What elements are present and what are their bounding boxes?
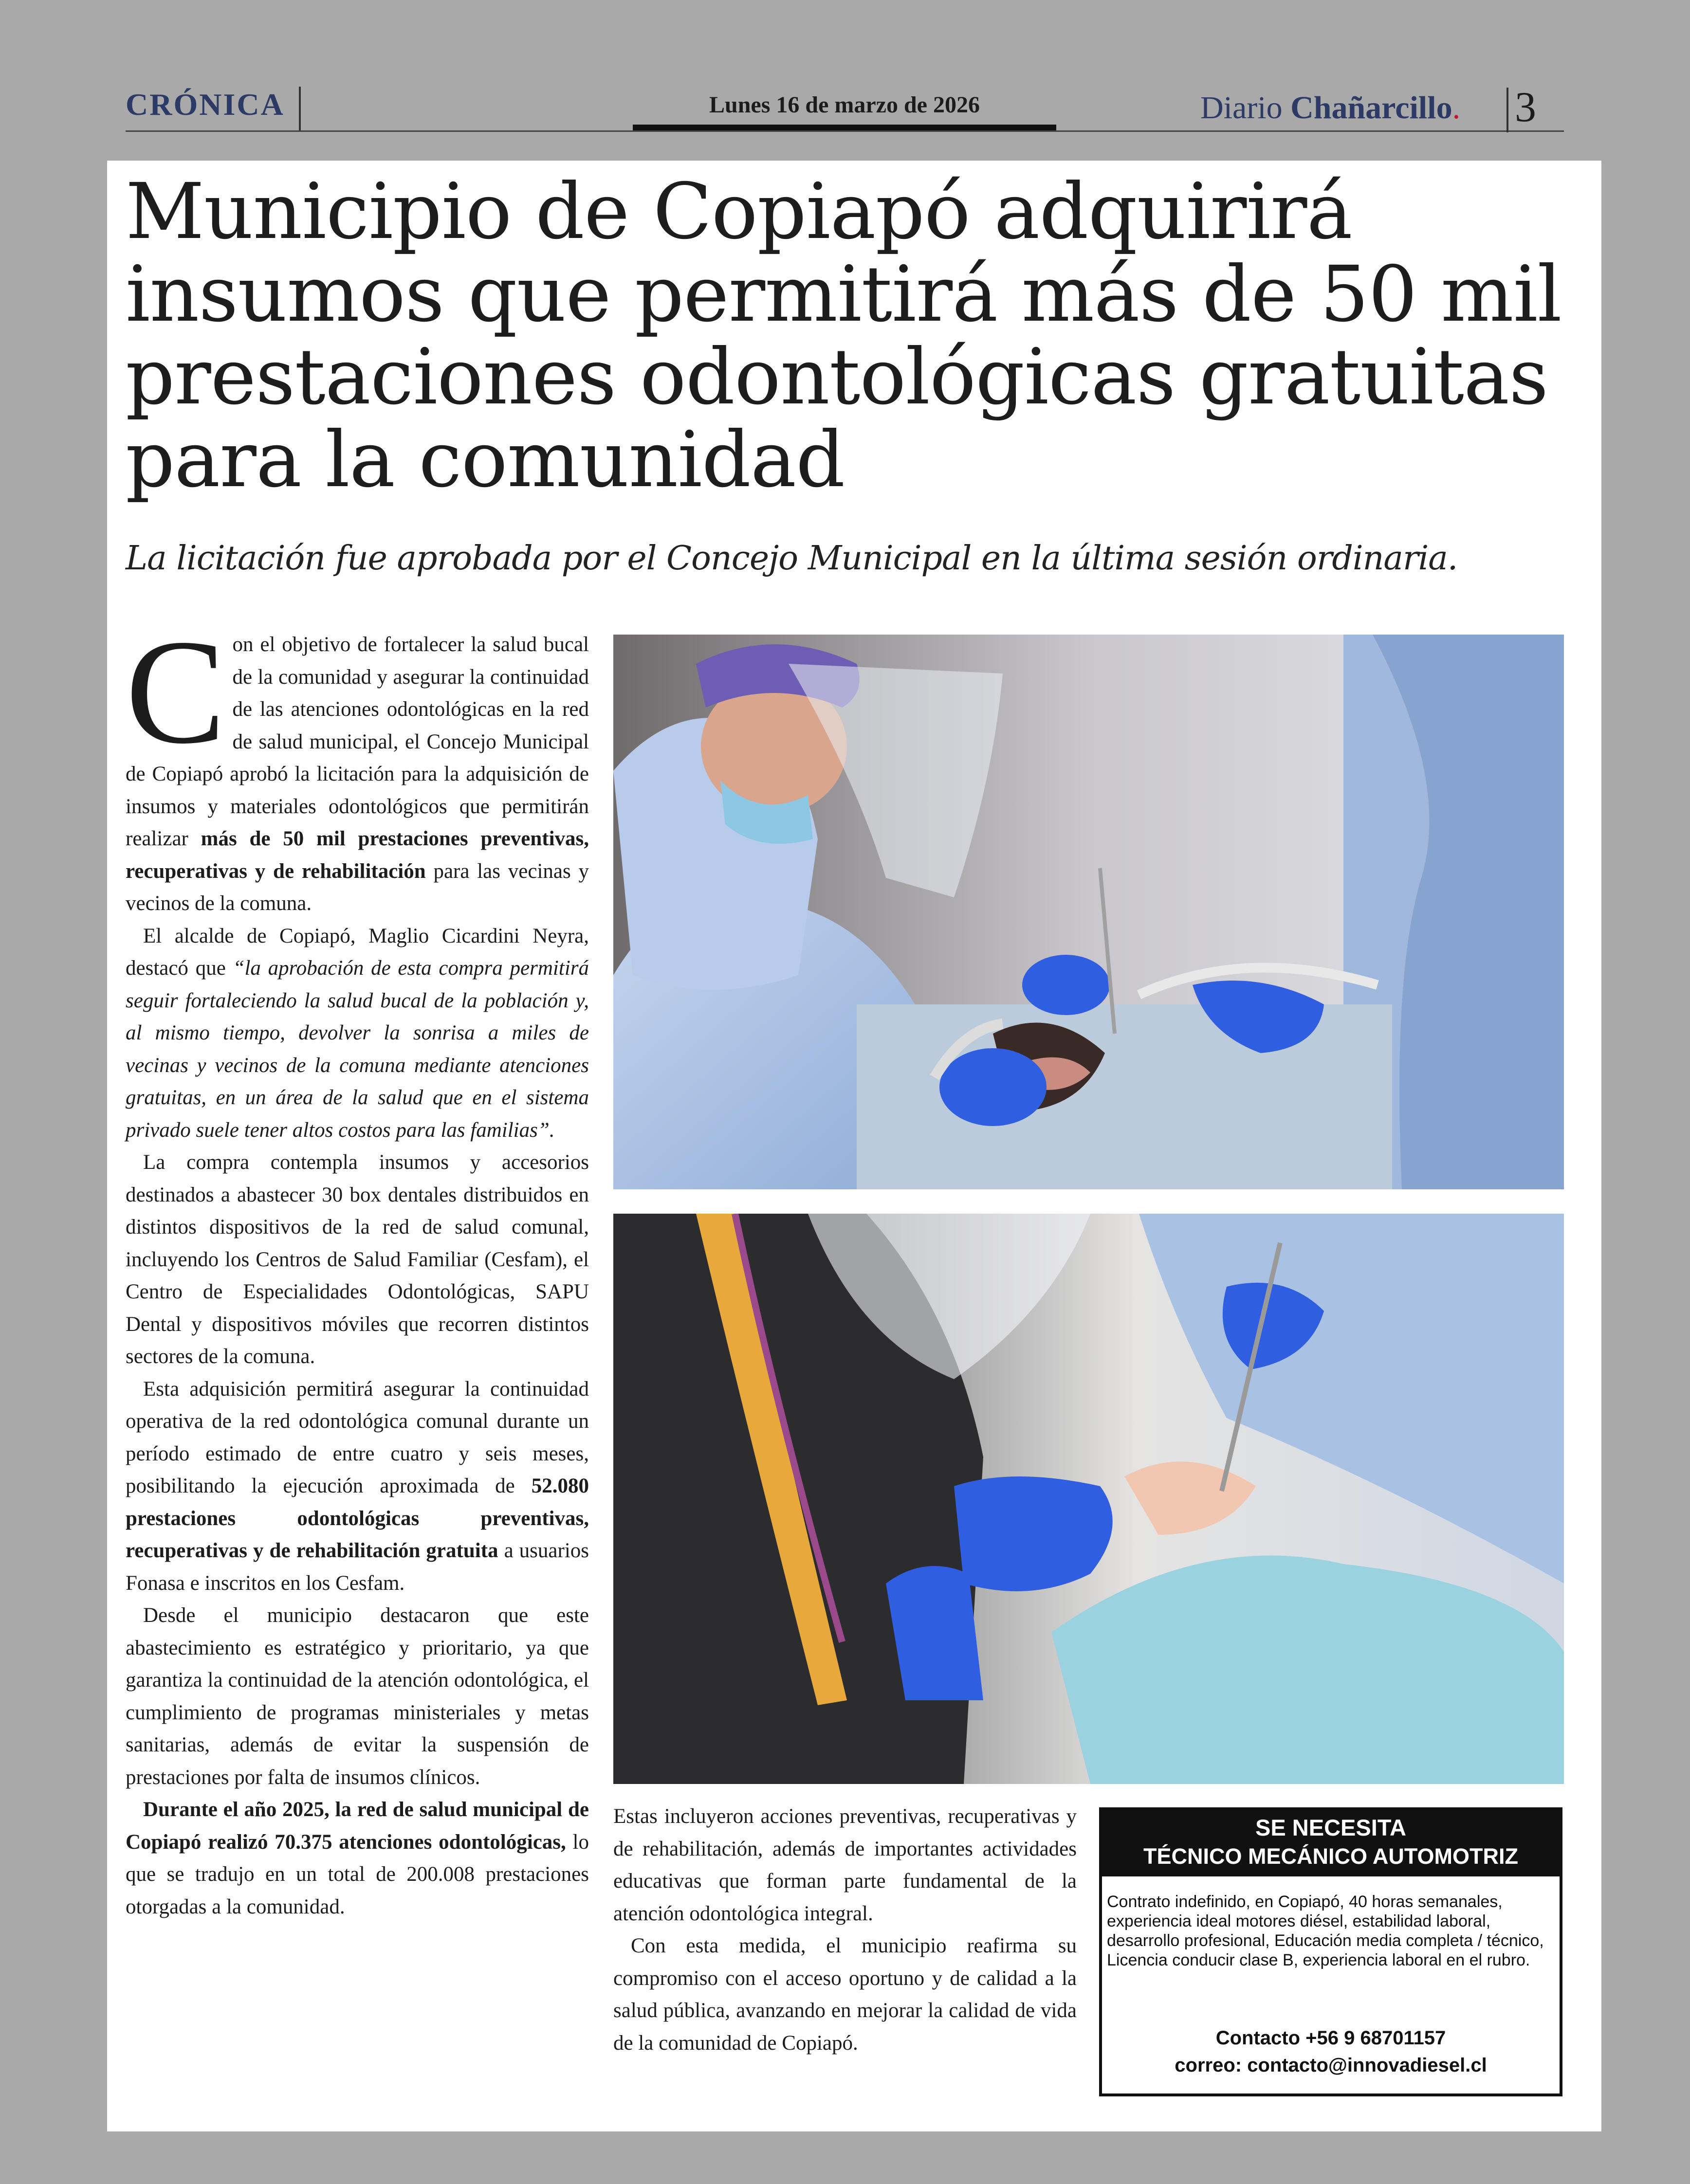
ad-job-title: TÉCNICO MECÁNICO AUTOMOTRIZ <box>1143 1844 1518 1869</box>
text: on el objetivo de fortalecer la salud bucal de la comunidad y asegurar la continuidad de las atenciones odontológicas en la red de salud municipal, el Concejo Municipal de Copiapó aprobó la licitación para la adquisición de insumos y materiales odontológicos que permitirán realizar <box>126 633 589 850</box>
paragraph <box>126 609 589 920</box>
page-number: 3 <box>1515 84 1536 131</box>
ad-contact <box>1102 2024 1560 2079</box>
ad-title: SE NECESITA <box>1255 1815 1406 1840</box>
drop-cap: C <box>126 609 226 775</box>
ad-description: Contrato indefinido, en Copiapó, 40 horas semanales, experiencia ideal motores diésel, estabilidad laboral, desarrollo profesional, Educación media completa / técnico, Licencia conducir clase B, experiencia laboral en el rubro. <box>1107 1893 1544 1969</box>
ad-header <box>1102 1810 1560 1876</box>
text: El alcalde de Copiapó, Maglio Cicardini Neyra, destacó que <box>126 924 589 980</box>
headline: Municipio de Copiapó adquirirá insumos que permitirá más de 50 mil prestaciones odontológicas gratuitas para la comunidad <box>126 167 1561 505</box>
classified-ad <box>1099 1807 1562 2096</box>
paper-prefix: Diario <box>1200 90 1291 126</box>
subtitle: La licitación fue aprobada por el Concejo Municipal en la última sesión ordinaria. <box>126 539 1458 578</box>
date-underline <box>633 125 1056 130</box>
text: a usuarios Fonasa e inscritos en los Cesfam. <box>126 1539 589 1595</box>
text: lo que se tradujo en un total de 200.008 prestaciones otorgadas a la comunidad. <box>126 1830 589 1918</box>
text: Esta adquisición permitirá asegurar la continuidad operativa de la red odontológica comunal durante un período estimado de entre cuatro y seis meses, posibilitando la ejecución aproximada de <box>126 1377 589 1497</box>
paper-dot: . <box>1452 90 1461 126</box>
text-bold: Durante el año 2025, la red de salud municipal de Copiapó realizó 70.375 atenciones odontológicas, <box>126 1798 589 1854</box>
article-column-right <box>613 1801 1077 2059</box>
ad-email: correo: contacto@innovadiesel.cl <box>1175 2055 1487 2076</box>
section-label: CRÓNICA <box>126 87 285 122</box>
paragraph: Estas incluyeron acciones preventivas, recuperativas y de rehabilitación, además de importantes actividades educativas que forman parte fundamental de la atención odontológica integral. <box>613 1805 1077 1925</box>
ad-phone: Contacto +56 9 68701157 <box>1215 2027 1446 2049</box>
photo-dental-care-2 <box>613 1214 1564 1784</box>
paragraph: Con esta medida, el municipio reafirma su compromiso con el acceso oportuno y de calidad a la salud pública, avanzando en mejorar la calidad de vida de la comunidad de Copiapó. <box>613 1934 1077 2055</box>
header-rule <box>126 130 1564 132</box>
quote: “la aprobación de esta compra permitirá seguir fortaleciendo la salud bucal de la población y, al mismo tiempo, devolver la sonrisa a miles de vecinas y vecinos de la comuna mediante atenciones gratuitas, en un área de la salud que en el sistema privado suele tener altos costos para las familias”. <box>126 957 589 1142</box>
paragraph: Desde el municipio destacaron que este abastecimiento es estratégico y prioritario, ya que garantiza la continuidad de la atención odontológica, el cumplimiento de programas ministeriales y metas sanitarias, además de evitar la suspensión de prestaciones por falta de insumos clínicos. <box>126 1604 589 1789</box>
paragraph <box>126 1794 589 1923</box>
issue-date: Lunes 16 de marzo de 2026 <box>709 92 980 118</box>
paper-brand: Chañarcillo <box>1290 90 1452 126</box>
text-bold: 52.080 prestaciones odontológicas preventivas, recuperativas y de rehabilitación gratuita <box>126 1474 589 1562</box>
photo-dental-care-1 <box>613 635 1564 1189</box>
newspaper-name <box>1200 90 1460 127</box>
text: para las vecinas y vecinos de la comuna. <box>126 859 589 915</box>
text-bold: más de 50 mil prestaciones preventivas, recuperativas y de rehabilitación <box>126 827 589 883</box>
paragraph <box>126 920 589 1147</box>
paragraph <box>126 1373 589 1600</box>
article-column-left <box>126 609 589 1923</box>
paragraph: La compra contempla insumos y accesorios destinados a abastecer 30 box dentales distribuidos en distintos dispositivos de la red de salud comunal, incluyendo los Centros de Salud Familiar (Cesfam), el Centro de Especialidades Odontológicas, SAPU Dental y dispositivos móviles que recorren distintos sectores de la comuna. <box>126 1151 589 1368</box>
header-divider <box>1506 88 1508 132</box>
header-divider <box>299 87 301 131</box>
